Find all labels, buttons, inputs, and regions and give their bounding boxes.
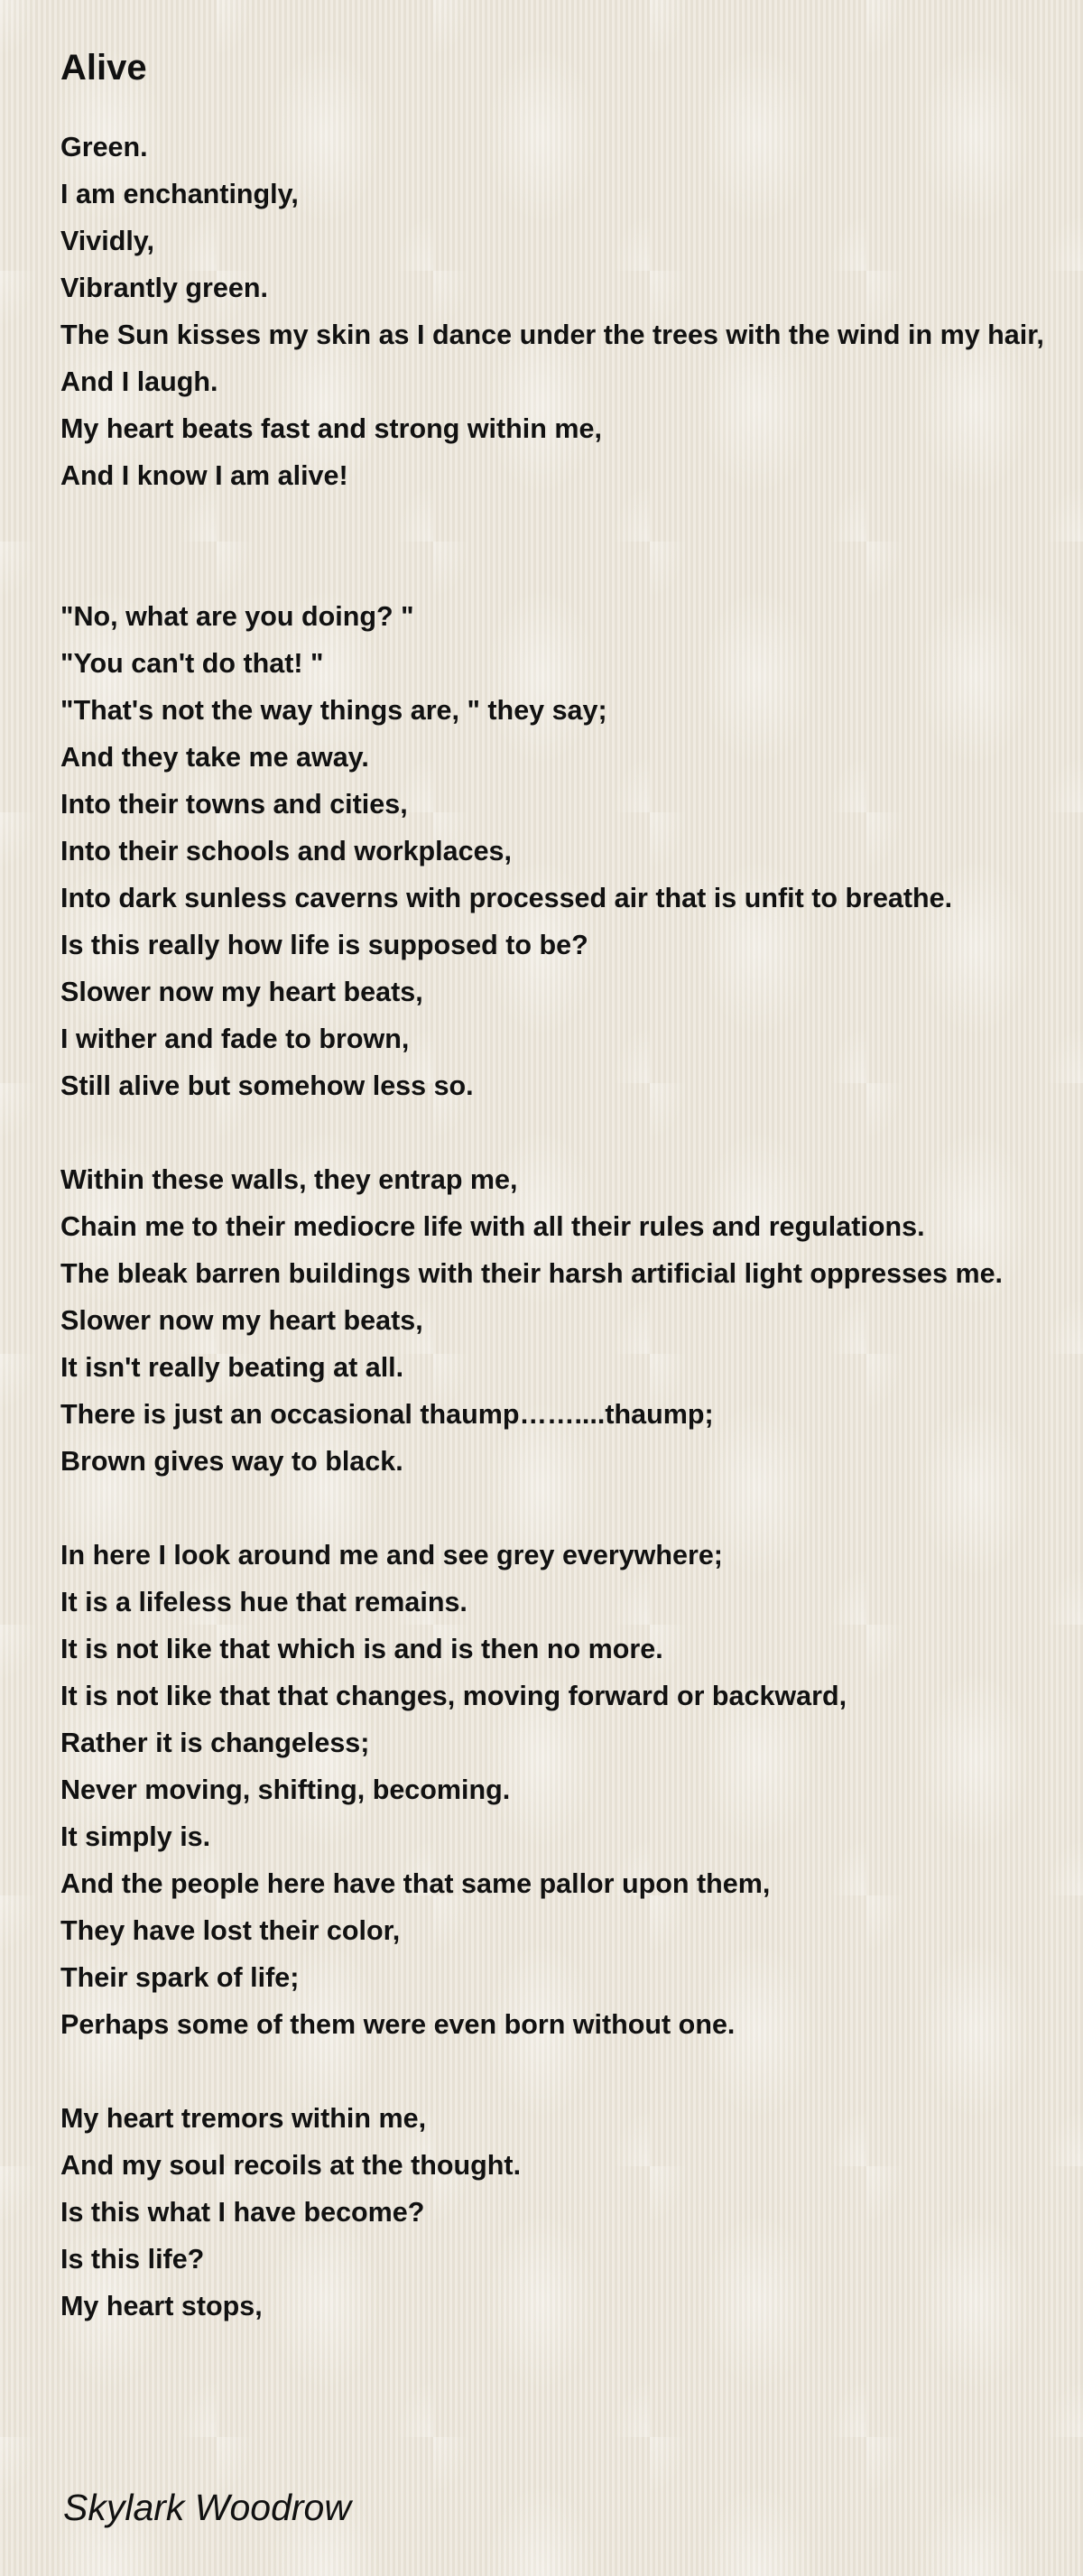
- stanza-5: [60, 2095, 1062, 2330]
- poem-line: Into their schools and workplaces,: [60, 836, 512, 866]
- poem-line: Is this really how life is supposed to be?: [60, 930, 588, 960]
- poem-line: Green.: [60, 132, 148, 162]
- poem-line: "That's not the way things are, " they say;: [60, 695, 607, 726]
- poem-line: I am enchantingly,: [60, 179, 299, 209]
- poem-line: "No, what are you doing? ": [60, 601, 414, 632]
- poem-line: Into dark sunless caverns with processed air that is unfit to breathe.: [60, 883, 953, 913]
- poem-line: Slower now my heart beats,: [60, 1305, 423, 1336]
- poem-line: Vividly,: [60, 226, 154, 256]
- poem-line: And my soul recoils at the thought.: [60, 2150, 522, 2181]
- poem-line: Is this what I have become?: [60, 2197, 425, 2228]
- poem-line: Their spark of life;: [60, 1962, 300, 1993]
- poem-line: Brown gives way to black.: [60, 1446, 403, 1477]
- poem-title: Alive: [60, 48, 147, 88]
- poem-line: And I know I am alive!: [60, 460, 348, 491]
- poem-line: My heart stops,: [60, 2291, 263, 2321]
- stanza-4: [60, 1532, 1062, 2048]
- stanza-3: [60, 1156, 1062, 1485]
- poem-line: Chain me to their mediocre life with all their rules and regulations.: [60, 1211, 925, 1242]
- poem-line: The bleak barren buildings with their harsh artificial light oppresses me.: [60, 1258, 1004, 1289]
- poem-line: Is this life?: [60, 2244, 205, 2275]
- poem-line: And the people here have that same pallor upon them,: [60, 1868, 771, 1899]
- poem-line: Within these walls, they entrap me,: [60, 1164, 518, 1195]
- poem-line: Into their towns and cities,: [60, 789, 408, 820]
- poem-line: They have lost their color,: [60, 1915, 401, 1946]
- poem-line: Vibrantly green.: [60, 273, 268, 303]
- poem-line: It is not like that which is and is then no more.: [60, 1634, 663, 1664]
- poem-line: And they take me away.: [60, 742, 369, 773]
- poem-line: It isn't really beating at all.: [60, 1352, 404, 1383]
- poem-line: Rather it is changeless;: [60, 1728, 370, 1758]
- poem-line: I wither and fade to brown,: [60, 1024, 410, 1054]
- stanza-1: [60, 124, 1062, 499]
- poem-line: My heart tremors within me,: [60, 2103, 427, 2134]
- poem-line: Perhaps some of them were even born without one.: [60, 2009, 736, 2040]
- poem-line: The Sun kisses my skin as I dance under the trees with the wind in my hair,: [60, 320, 1044, 350]
- poem-line: It is not like that that changes, moving forward or backward,: [60, 1681, 847, 1711]
- poem-line: Still alive but somehow less so.: [60, 1070, 474, 1101]
- poem-line: It is a lifeless hue that remains.: [60, 1587, 467, 1617]
- poem-line: It simply is.: [60, 1821, 211, 1852]
- poem-body: [60, 124, 1062, 2330]
- stanza-2: [60, 593, 1062, 1109]
- poem-line: There is just an occasional thaump……....thaump;: [60, 1399, 714, 1430]
- poem-line: "You can't do that! ": [60, 648, 324, 679]
- poem-line: In here I look around me and see grey everywhere;: [60, 1540, 723, 1571]
- poem-container: [60, 40, 1062, 2330]
- poem-line: My heart beats fast and strong within me,: [60, 413, 602, 444]
- poem-line: Never moving, shifting, becoming.: [60, 1774, 511, 1805]
- poem-line: Slower now my heart beats,: [60, 977, 423, 1007]
- poem-line: And I laugh.: [60, 366, 218, 397]
- poem-author: Skylark Woodrow: [63, 2487, 351, 2528]
